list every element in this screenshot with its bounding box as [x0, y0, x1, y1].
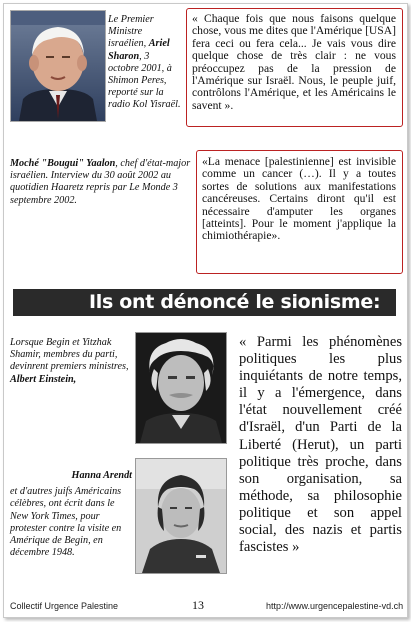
page	[3, 3, 408, 618]
einstein-caption	[10, 337, 130, 386]
sharon-caption-pre: Le Premier Ministre israélien,	[108, 14, 154, 50]
arendt-caption	[10, 470, 132, 559]
sharon-caption-name: Ariel Sharon	[108, 38, 170, 62]
sharon-caption-post: , 3 octobre 2001, à Shimon Peres, reporté sur la radio Kol Yisraël.	[108, 50, 181, 111]
einstein-caption-pre: Lorsque Begin et Yitzhak Shamir, membres du parti, devinrent premiers ministres,	[10, 337, 129, 373]
sharon-caption	[108, 14, 182, 112]
page-number: 13	[192, 598, 204, 612]
yaalon-caption	[10, 158, 195, 207]
banner-title: Ils ont dénoncé le sionisme:	[89, 291, 381, 313]
arendt-caption-name: Hanna Arendt	[71, 470, 132, 481]
footer-left: Collectif Urgence Palestine	[10, 601, 119, 611]
yaalon-caption-post: , chef d'état-major israélien. Interview du 30 août 2002 au quotidien Haaretz repris par Le Monde 3 septembre 2002.	[10, 158, 191, 206]
footer-website-link[interactable]: http://www.urgencepalestine-vd.ch	[266, 601, 404, 611]
einstein-quote: « Parmi les phénomènes politiques les plus inquiétants de notre temps, il y a l'émergence, dans l'état nouvellement créé d'Israël, d'un Parti de la Liberté (Herut), un parti politique très proche, dans son organisation, sa méthode, sa philosophie politique et son appel social, des nazis et partis fascistes »	[239, 334, 402, 556]
yaalon-caption-name: Moché "Bougui" Yaalon	[10, 158, 116, 169]
albert-einstein-photo	[135, 332, 227, 444]
sharon-quote: « Chaque fois que nous faisons quelque chose, vous me dites que l'Amérique [USA] fera ceci ou fera cela... Je vais vous dire quelque chose de très clair : ne vous préoccupez pas de la pression de l'Amérique sur Israël. Nous, le peuple juif, contrôlons l'Amérique, et les Américains le savent ».	[192, 12, 396, 112]
yaalon-quote: «La menace [palestinienne] est invisible comme un cancer (…). Il y a toutes sortes de solutions aux manifestations cancéreuses. Certains diront qu'il est nécessaire d'amputer les organes [atteints]. Pour le moment j'applique la chimiothérapie».	[202, 155, 396, 243]
ariel-sharon-photo	[10, 10, 106, 122]
hanna-arendt-photo	[135, 458, 227, 574]
arendt-caption-post: et d'autres juifs Américains célèbres, ont écrit dans le New York Times, pour protester contre la visite en Amérique de Begin, en décembre 1948.	[10, 486, 122, 559]
section-banner	[13, 289, 396, 316]
einstein-caption-name: Albert Einstein,	[10, 373, 77, 385]
